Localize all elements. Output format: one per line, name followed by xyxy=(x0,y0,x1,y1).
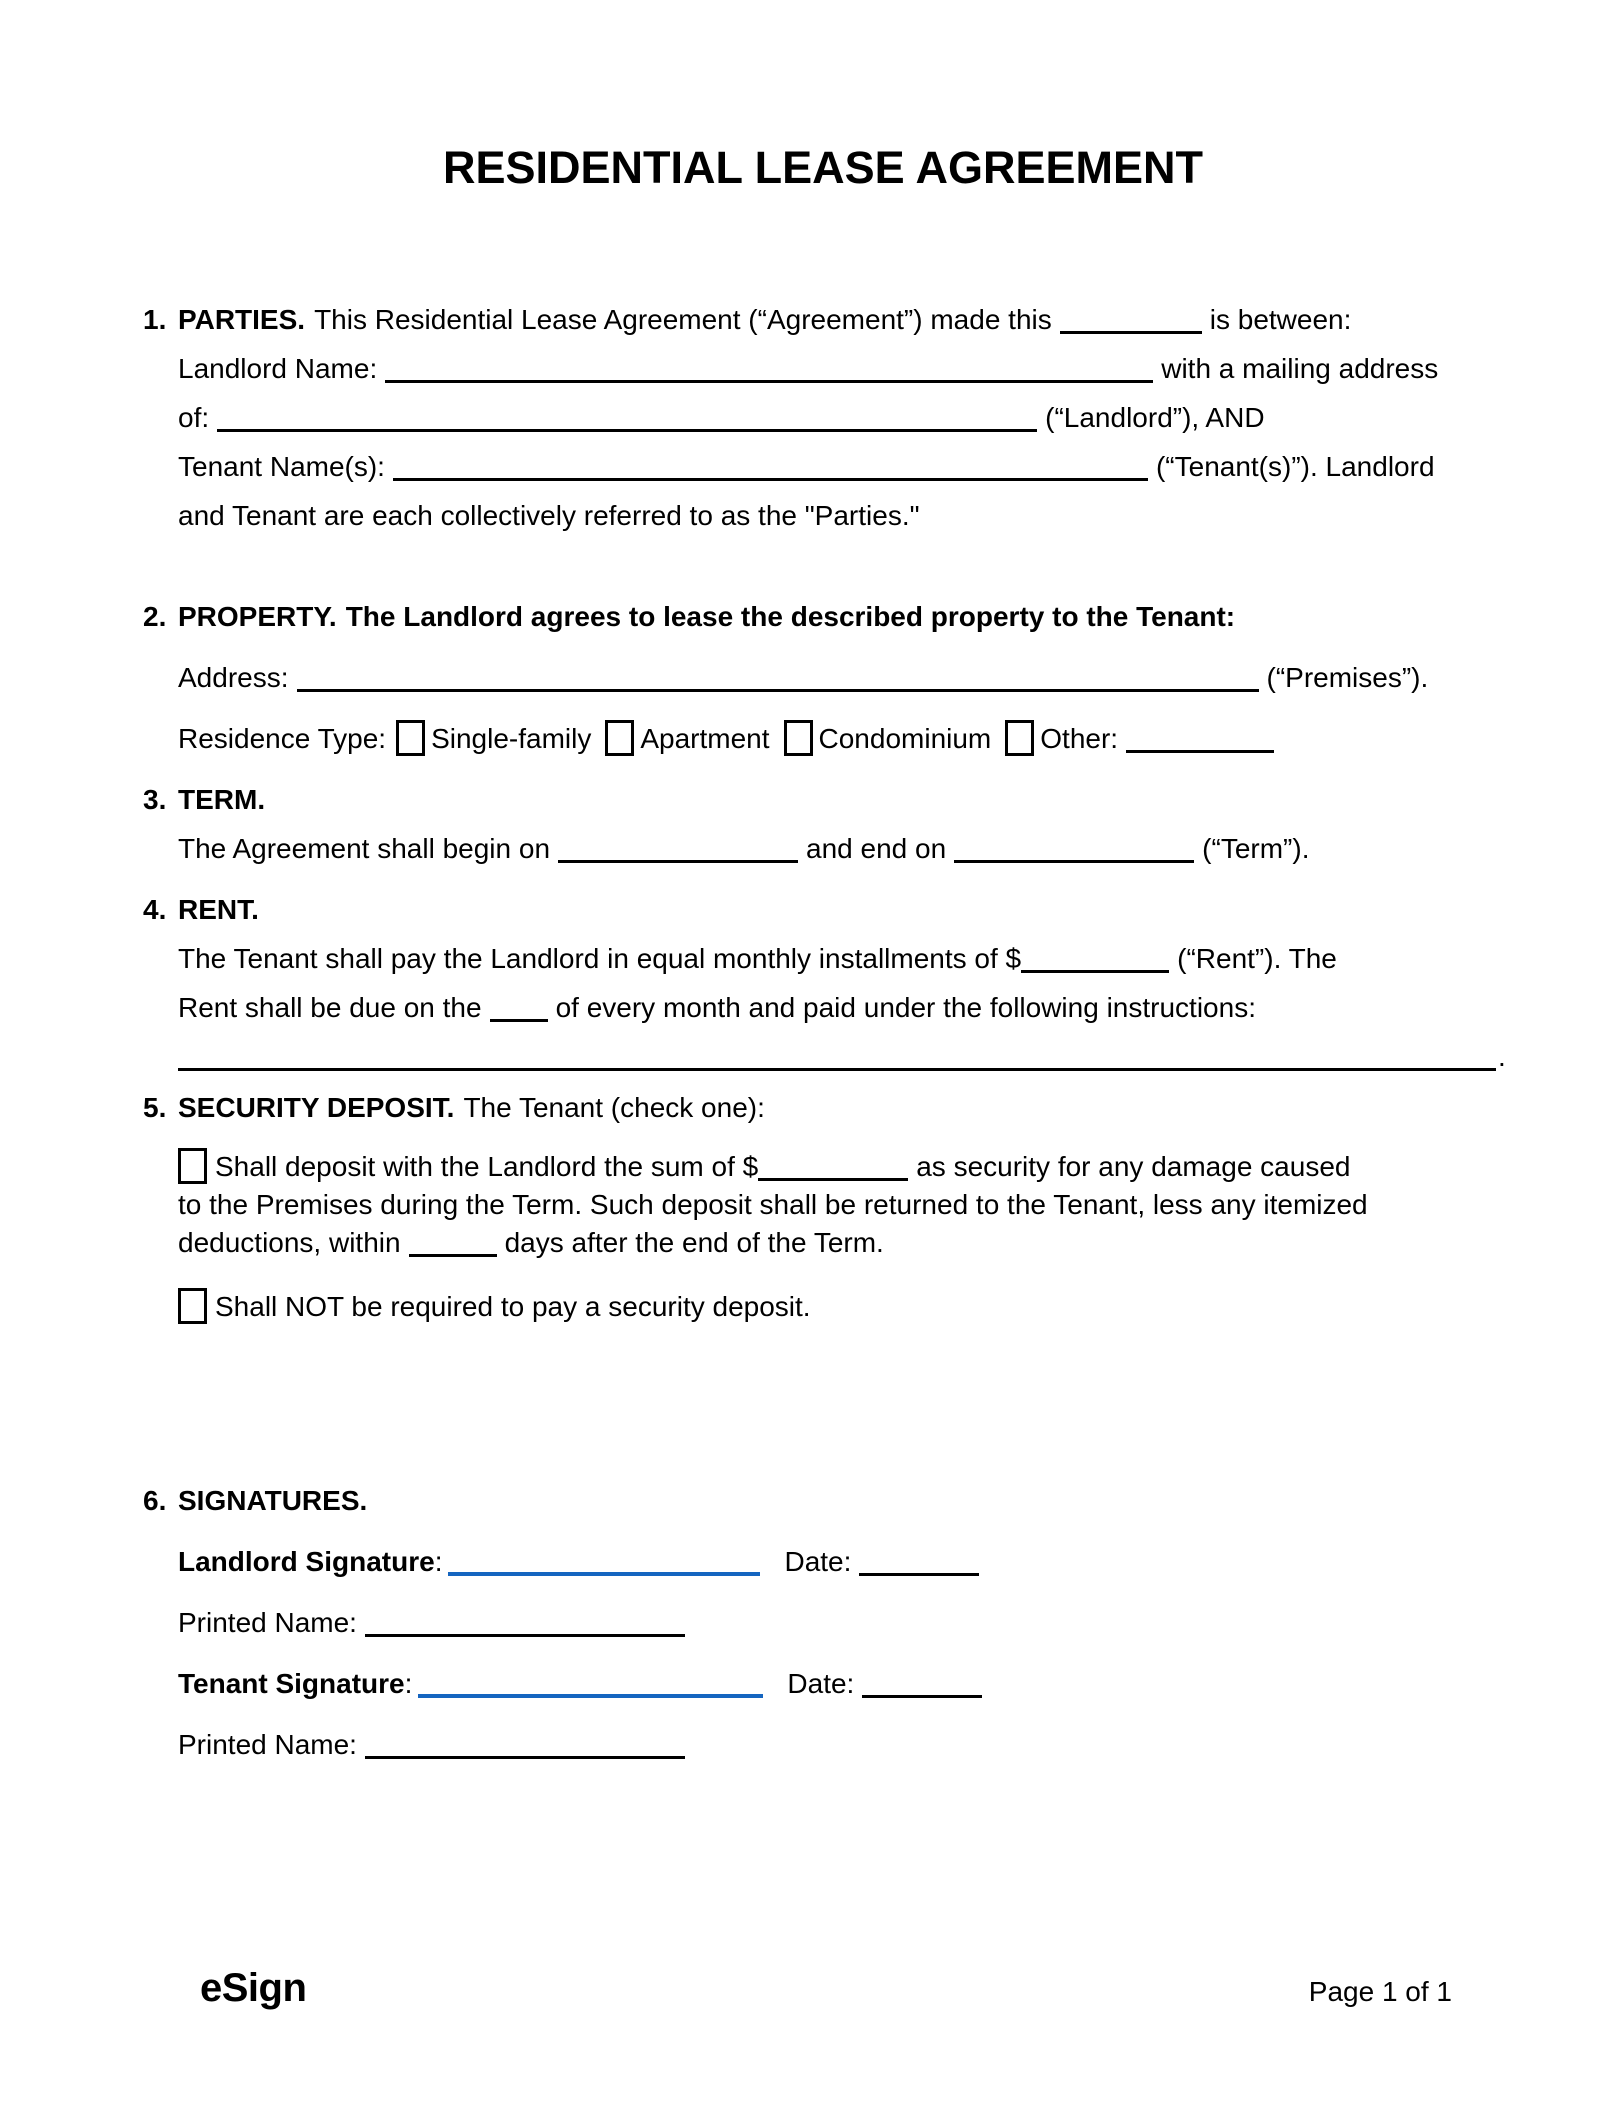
tenant-printed-name-blank[interactable] xyxy=(365,1740,685,1759)
parties-intro-tail: is between: xyxy=(1209,304,1352,335)
section-number: 6. xyxy=(143,1485,167,1516)
agreement-date-blank[interactable] xyxy=(1060,315,1202,334)
landlord-signature-label: Landlord Signature xyxy=(178,1546,435,1577)
deposit-term-end-text: days after the end of the Term. xyxy=(504,1227,884,1258)
rent-amount-blank[interactable] xyxy=(1021,954,1169,973)
section-term xyxy=(143,775,1503,873)
residence-condominium-checkbox[interactable] xyxy=(784,720,813,756)
document-content xyxy=(143,0,1506,1769)
no-deposit-text: Shall NOT be required to pay a security deposit. xyxy=(215,1291,811,1322)
section-heading-security-deposit: SECURITY DEPOSIT. xyxy=(178,1092,455,1123)
rent-instructions-text: of every month and paid under the following instructions: xyxy=(555,992,1256,1023)
property-heading-text: The Landlord agrees to lease the described property to the Tenant: xyxy=(345,601,1236,632)
landlord-name-label: Landlord Name: xyxy=(178,353,378,384)
section-heading-property: PROPERTY. xyxy=(178,601,337,632)
term-middle-text: and end on xyxy=(806,833,947,864)
residence-option-single-family-label: Single-family xyxy=(431,723,592,754)
section-rent xyxy=(143,885,1506,1081)
deposit-required-option xyxy=(178,1148,1503,1262)
deposit-return-days-blank[interactable] xyxy=(409,1238,497,1257)
deposit-sum-text: Shall deposit with the Landlord the sum of $ xyxy=(215,1151,759,1182)
tenant-signature-label: Tenant Signature xyxy=(178,1668,405,1699)
tenant-names-label: Tenant Name(s): xyxy=(178,451,385,482)
section-number: 4. xyxy=(143,894,167,925)
parties-closing-text: and Tenant are each collectively referred to as the "Parties." xyxy=(178,500,920,531)
landlord-sign-date-blank[interactable] xyxy=(859,1557,979,1576)
term-start-date-blank[interactable] xyxy=(558,844,798,863)
rent-due-day-blank[interactable] xyxy=(490,1003,548,1022)
mailing-address-label: of: xyxy=(178,402,210,433)
document-title: RESIDENTIAL LEASE AGREEMENT xyxy=(442,142,1204,193)
section-number: 1. xyxy=(143,304,167,335)
landlord-name-tail: with a mailing address xyxy=(1161,353,1439,384)
landlord-date-label: Date: xyxy=(784,1546,852,1577)
tenant-date-label: Date: xyxy=(787,1668,855,1699)
deposit-not-required-checkbox[interactable] xyxy=(178,1288,207,1324)
section-heading-parties: PARTIES. xyxy=(178,304,306,335)
deposit-required-checkbox[interactable] xyxy=(178,1148,207,1184)
deposit-security-text: as security for any damage caused xyxy=(916,1151,1351,1182)
rent-designation-text: (“Rent”). The xyxy=(1177,943,1337,974)
landlord-address-blank[interactable] xyxy=(217,413,1037,432)
security-heading-text: The Tenant (check one): xyxy=(463,1092,765,1123)
page-indicator: Page 1 of 1 xyxy=(1308,1976,1452,2007)
premises-designation-text: (“Premises”). xyxy=(1266,662,1429,693)
section-parties xyxy=(143,295,1503,540)
tenant-signature-line[interactable] xyxy=(418,1678,763,1698)
landlord-printed-name-blank[interactable] xyxy=(365,1618,685,1637)
parties-intro-text: This Residential Lease Agreement (“Agreement”) made this xyxy=(314,304,1052,335)
deposit-amount-blank[interactable] xyxy=(758,1162,908,1181)
label-colon: : xyxy=(434,1546,443,1577)
instructions-period: . xyxy=(1498,1041,1506,1072)
section-heading-term: TERM. xyxy=(178,784,266,815)
tenant-names-blank[interactable] xyxy=(393,462,1148,481)
tenant-designation-text: (“Tenant(s)”). Landlord xyxy=(1155,451,1435,482)
section-property xyxy=(143,592,1503,763)
property-address-blank[interactable] xyxy=(297,673,1259,692)
deposit-not-required-option xyxy=(178,1288,1503,1326)
residence-other-label: Other: xyxy=(1040,723,1119,754)
label-colon: : xyxy=(404,1668,413,1699)
residence-type-label: Residence Type: xyxy=(178,723,387,754)
section-number: 2. xyxy=(143,601,167,632)
section-heading-rent: RENT. xyxy=(178,894,259,925)
deposit-deductions-text: deductions, within xyxy=(178,1227,401,1258)
section-signatures xyxy=(143,1476,1503,1769)
landlord-designation-text: (“Landlord”), AND xyxy=(1045,402,1265,433)
landlord-printed-name-label: Printed Name: xyxy=(178,1607,357,1638)
section-security-deposit xyxy=(143,1083,1503,1326)
residence-option-apartment-label: Apartment xyxy=(640,723,770,754)
tenant-sign-date-blank[interactable] xyxy=(862,1679,982,1698)
rent-amount-text: The Tenant shall pay the Landlord in equal monthly installments of $ xyxy=(178,943,1022,974)
property-address-label: Address: xyxy=(178,662,289,693)
term-designation-text: (“Term”). xyxy=(1202,833,1310,864)
landlord-signature-line[interactable] xyxy=(448,1556,760,1576)
deposit-return-text: to the Premises during the Term. Such deposit shall be returned to the Tenant, less any itemized xyxy=(178,1189,1368,1220)
residence-single-family-checkbox[interactable] xyxy=(396,720,425,756)
esign-logo: eSign xyxy=(200,1966,307,2010)
residence-option-condominium-label: Condominium xyxy=(818,723,992,754)
tenant-printed-name-label: Printed Name: xyxy=(178,1729,357,1760)
section-heading-signatures: SIGNATURES. xyxy=(178,1485,368,1516)
section-number: 3. xyxy=(143,784,167,815)
residence-other-checkbox[interactable] xyxy=(1005,720,1034,756)
page-footer xyxy=(200,1966,1452,2011)
section-number: 5. xyxy=(143,1092,167,1123)
payment-instructions-blank[interactable] xyxy=(178,1052,1496,1071)
residence-other-blank[interactable] xyxy=(1126,734,1274,753)
term-begin-text: The Agreement shall begin on xyxy=(178,833,551,864)
landlord-name-blank[interactable] xyxy=(385,364,1153,383)
term-end-date-blank[interactable] xyxy=(954,844,1194,863)
residence-apartment-checkbox[interactable] xyxy=(605,720,634,756)
rent-due-text: Rent shall be due on the xyxy=(178,992,482,1023)
